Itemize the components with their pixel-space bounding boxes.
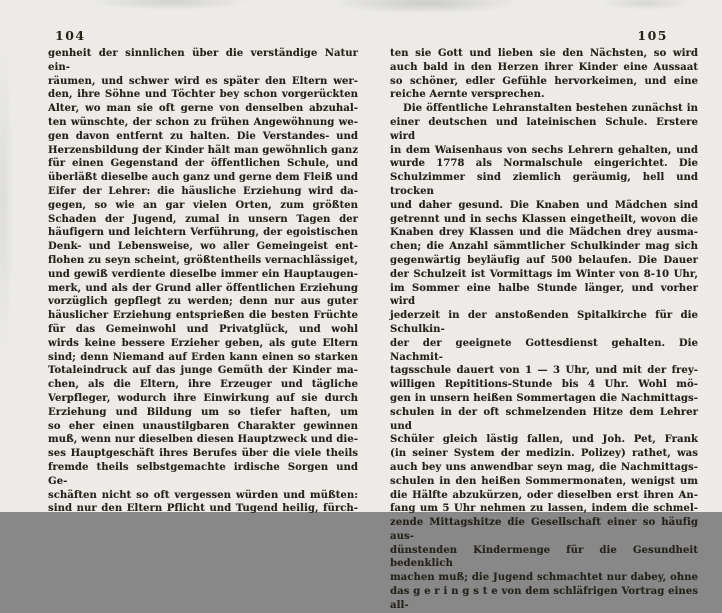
text-line: und daher gesund. Die Knaben und Mädchen sind xyxy=(390,199,698,211)
text-line: ten wünschte, der schon zu frühen Angewöhnung we- xyxy=(48,116,358,128)
text-line: gegenwärtig beyläufig auf 500 belaufen. Die Dauer xyxy=(390,254,698,266)
scan-noise xyxy=(90,0,250,10)
text-line: merk, und als der Grund aller öffentlichen Erziehung xyxy=(48,282,358,294)
page-number-left: 104 xyxy=(55,28,86,43)
text-line: willigen Repititions-Stunde bis 4 Uhr. Wohl mö- xyxy=(390,379,698,391)
text-line: reiche Aernte versprechen. xyxy=(390,89,545,101)
right-page-text xyxy=(390,47,698,613)
text-line: Knaben drey Klassen und die Mädchen drey ausma- xyxy=(390,227,698,239)
text-line: genheit der sinnlichen über die verständige Natur ein- xyxy=(48,48,358,73)
text-line: jederzeit in der anstoßenden Spitalkirche für die Schulkin- xyxy=(390,310,698,335)
text-line: die Hälfte abzukürzen, oder dieselben erst ihren An- xyxy=(390,489,698,501)
text-line: wurde 1778 als Normalschule eingerichtet. Die xyxy=(390,158,698,170)
text-line: gen davon entfernt zu halten. Die Verstandes- und xyxy=(48,130,358,142)
text-line: zende Mittagshitze die Gesellschaft einer so häufig aus- xyxy=(390,517,698,542)
text-line: sind; denn Niemand auf Erden kann einen so starken xyxy=(48,351,358,363)
text-line: im Sommer eine halbe Stunde länger, und vorher wird xyxy=(390,282,698,308)
text-line: der Schulzeit ist Vormittags im Winter von 8-10 Uhr, xyxy=(390,268,698,280)
text-line: getrennt und in sechs Klassen eingetheilt, wovon die xyxy=(390,213,698,225)
text-line: chen, als die Eltern, ihre Erzeuger und tägliche xyxy=(48,379,358,391)
text-line: gegen, so wie an gar vielen Orten, zum größten xyxy=(48,199,358,211)
text-line: für das Gemeinwohl und Privatglück, und wohl xyxy=(48,323,358,335)
text-line: räumen, und schwer wird es später den Eltern wer- xyxy=(48,75,358,87)
text-line: den, ihre Söhne und Töchter bey schon vorgerückten xyxy=(48,89,358,101)
text-line: das g e r i n g s t e von dem schläfrigen Vortrag eines all- xyxy=(390,586,698,611)
text-line: so eher einen unaustilgbaren Charakter gewinnen xyxy=(48,420,358,432)
text-line: Schulzimmer sind ziemlich geräumig, hell und trocken xyxy=(390,172,698,197)
text-line: chen; die Anzahl sämmtlicher Schulkinder mag sich xyxy=(390,241,698,253)
text-line: schäften nicht so oft vergessen würden und müßten: xyxy=(48,489,358,501)
text-line: so schöner, edler Gefühle hervorkeimen, und eine xyxy=(390,75,698,87)
text-line: tagsschule dauert von 1 — 3 Uhr, und mit der frey- xyxy=(390,365,698,377)
text-line: schulen in den heißen Sommermonaten, wenigst um xyxy=(390,475,698,487)
text-line: Eifer der Lehrer: die häusliche Erziehung wird da- xyxy=(48,185,358,197)
text-line: Alter, wo man sie oft gerne von denselben abzuhal- xyxy=(48,103,358,115)
right-page xyxy=(390,28,698,613)
text-line: vorzüglich gepflegt zu werden; denn nur aus guter xyxy=(48,296,358,308)
text-line: in dem Waisenhaus von sechs Lehrern gehalten, und xyxy=(390,144,698,156)
text-line: (in seiner System der medizin. Polizey) rathet, was xyxy=(390,448,698,460)
text-line: häufigern und leichtern Verführung, der egoistischen xyxy=(48,227,358,239)
text-line: häuslicher Erziehung entsprießen die besten Früchte xyxy=(48,310,358,322)
scan-noise xyxy=(0,40,14,360)
text-line: flohen zu seyn scheint, größtentheils vernachlässiget, xyxy=(48,254,358,266)
text-line: schulen in der oft schmelzenden Hitze dem Lehrer und xyxy=(390,406,698,432)
text-line: überläßt dieselbe auch ganz und gerne dem Fleiß und xyxy=(48,172,358,184)
text-line: der der geeignete Gottesdienst gehalten. Die Nachmit- xyxy=(390,337,698,363)
text-line: dünstenden Kindermenge für die Gesundheit bedenklich xyxy=(390,544,698,570)
scan-noise xyxy=(600,0,690,10)
text-line: Schaden der Jugend, zumal in unsern Tagen der xyxy=(48,213,358,225)
text-line: Totaleindruck auf das junge Gemüth der Kinder ma- xyxy=(48,365,358,377)
text-line: muß, wenn nur dieselben diesen Hauptzweck und die- xyxy=(48,434,358,446)
text-line: für einen Gegenstand der öffentlichen Schule, und xyxy=(48,158,358,170)
text-line: fremde theils selbstgemachte irdische Sorgen und Ge- xyxy=(48,461,358,487)
text-line: ses Hauptgeschäft ihres Berufes über die viele theils xyxy=(48,448,358,460)
text-line: sind nur den Eltern Pflicht und Tugend heilig, fürch- xyxy=(48,503,358,515)
text-line: Herzensbildung der Kinder hält man gewöhnlich ganz xyxy=(48,144,358,156)
text-line: Denk- und Lebensweise, wo aller Gemeingeist ent- xyxy=(48,241,358,253)
text-line: wirds keine bessere Erzieher geben, als gute Eltern xyxy=(48,337,358,349)
text-line: auch bald in den Herzen ihrer Kinder eine Aussaat xyxy=(390,61,698,73)
text-line: gen in unsern heißen Sommertagen die Nachmittags- xyxy=(390,392,698,404)
text-line: Die öffentliche Lehranstalten bestehen zunächst in xyxy=(403,103,698,115)
left-page-text xyxy=(48,47,358,516)
text-line: fang um 5 Uhr nehmen zu lassen, indem die schmel- xyxy=(390,503,698,515)
page-number-right: 105 xyxy=(637,28,668,43)
text-line: einer deutschen und lateinischen Schule. Erstere wird xyxy=(390,116,698,142)
text-line: auch bey uns anwendbar seyn mag, die Nachmittags- xyxy=(390,461,698,473)
text-line: machen muß; die Jugend schmachtet nur dabey, ohne xyxy=(390,572,698,584)
left-page xyxy=(48,28,358,516)
text-line: Verpfleger, wodurch ihre Einwirkung auf sie durch xyxy=(48,392,358,404)
text-line: und gewiß verdiente dieselbe immer ein Hauptaugen- xyxy=(48,268,358,280)
text-line: ten sie Gott und lieben sie den Nächsten, so wird xyxy=(390,48,698,59)
scan-noise xyxy=(330,0,520,14)
text-line: Schüler gleich lästig fallen, und Joh. Pet, Frank xyxy=(390,434,698,446)
text-line: Erziehung und Bildung um so tiefer haften, um xyxy=(48,406,358,418)
